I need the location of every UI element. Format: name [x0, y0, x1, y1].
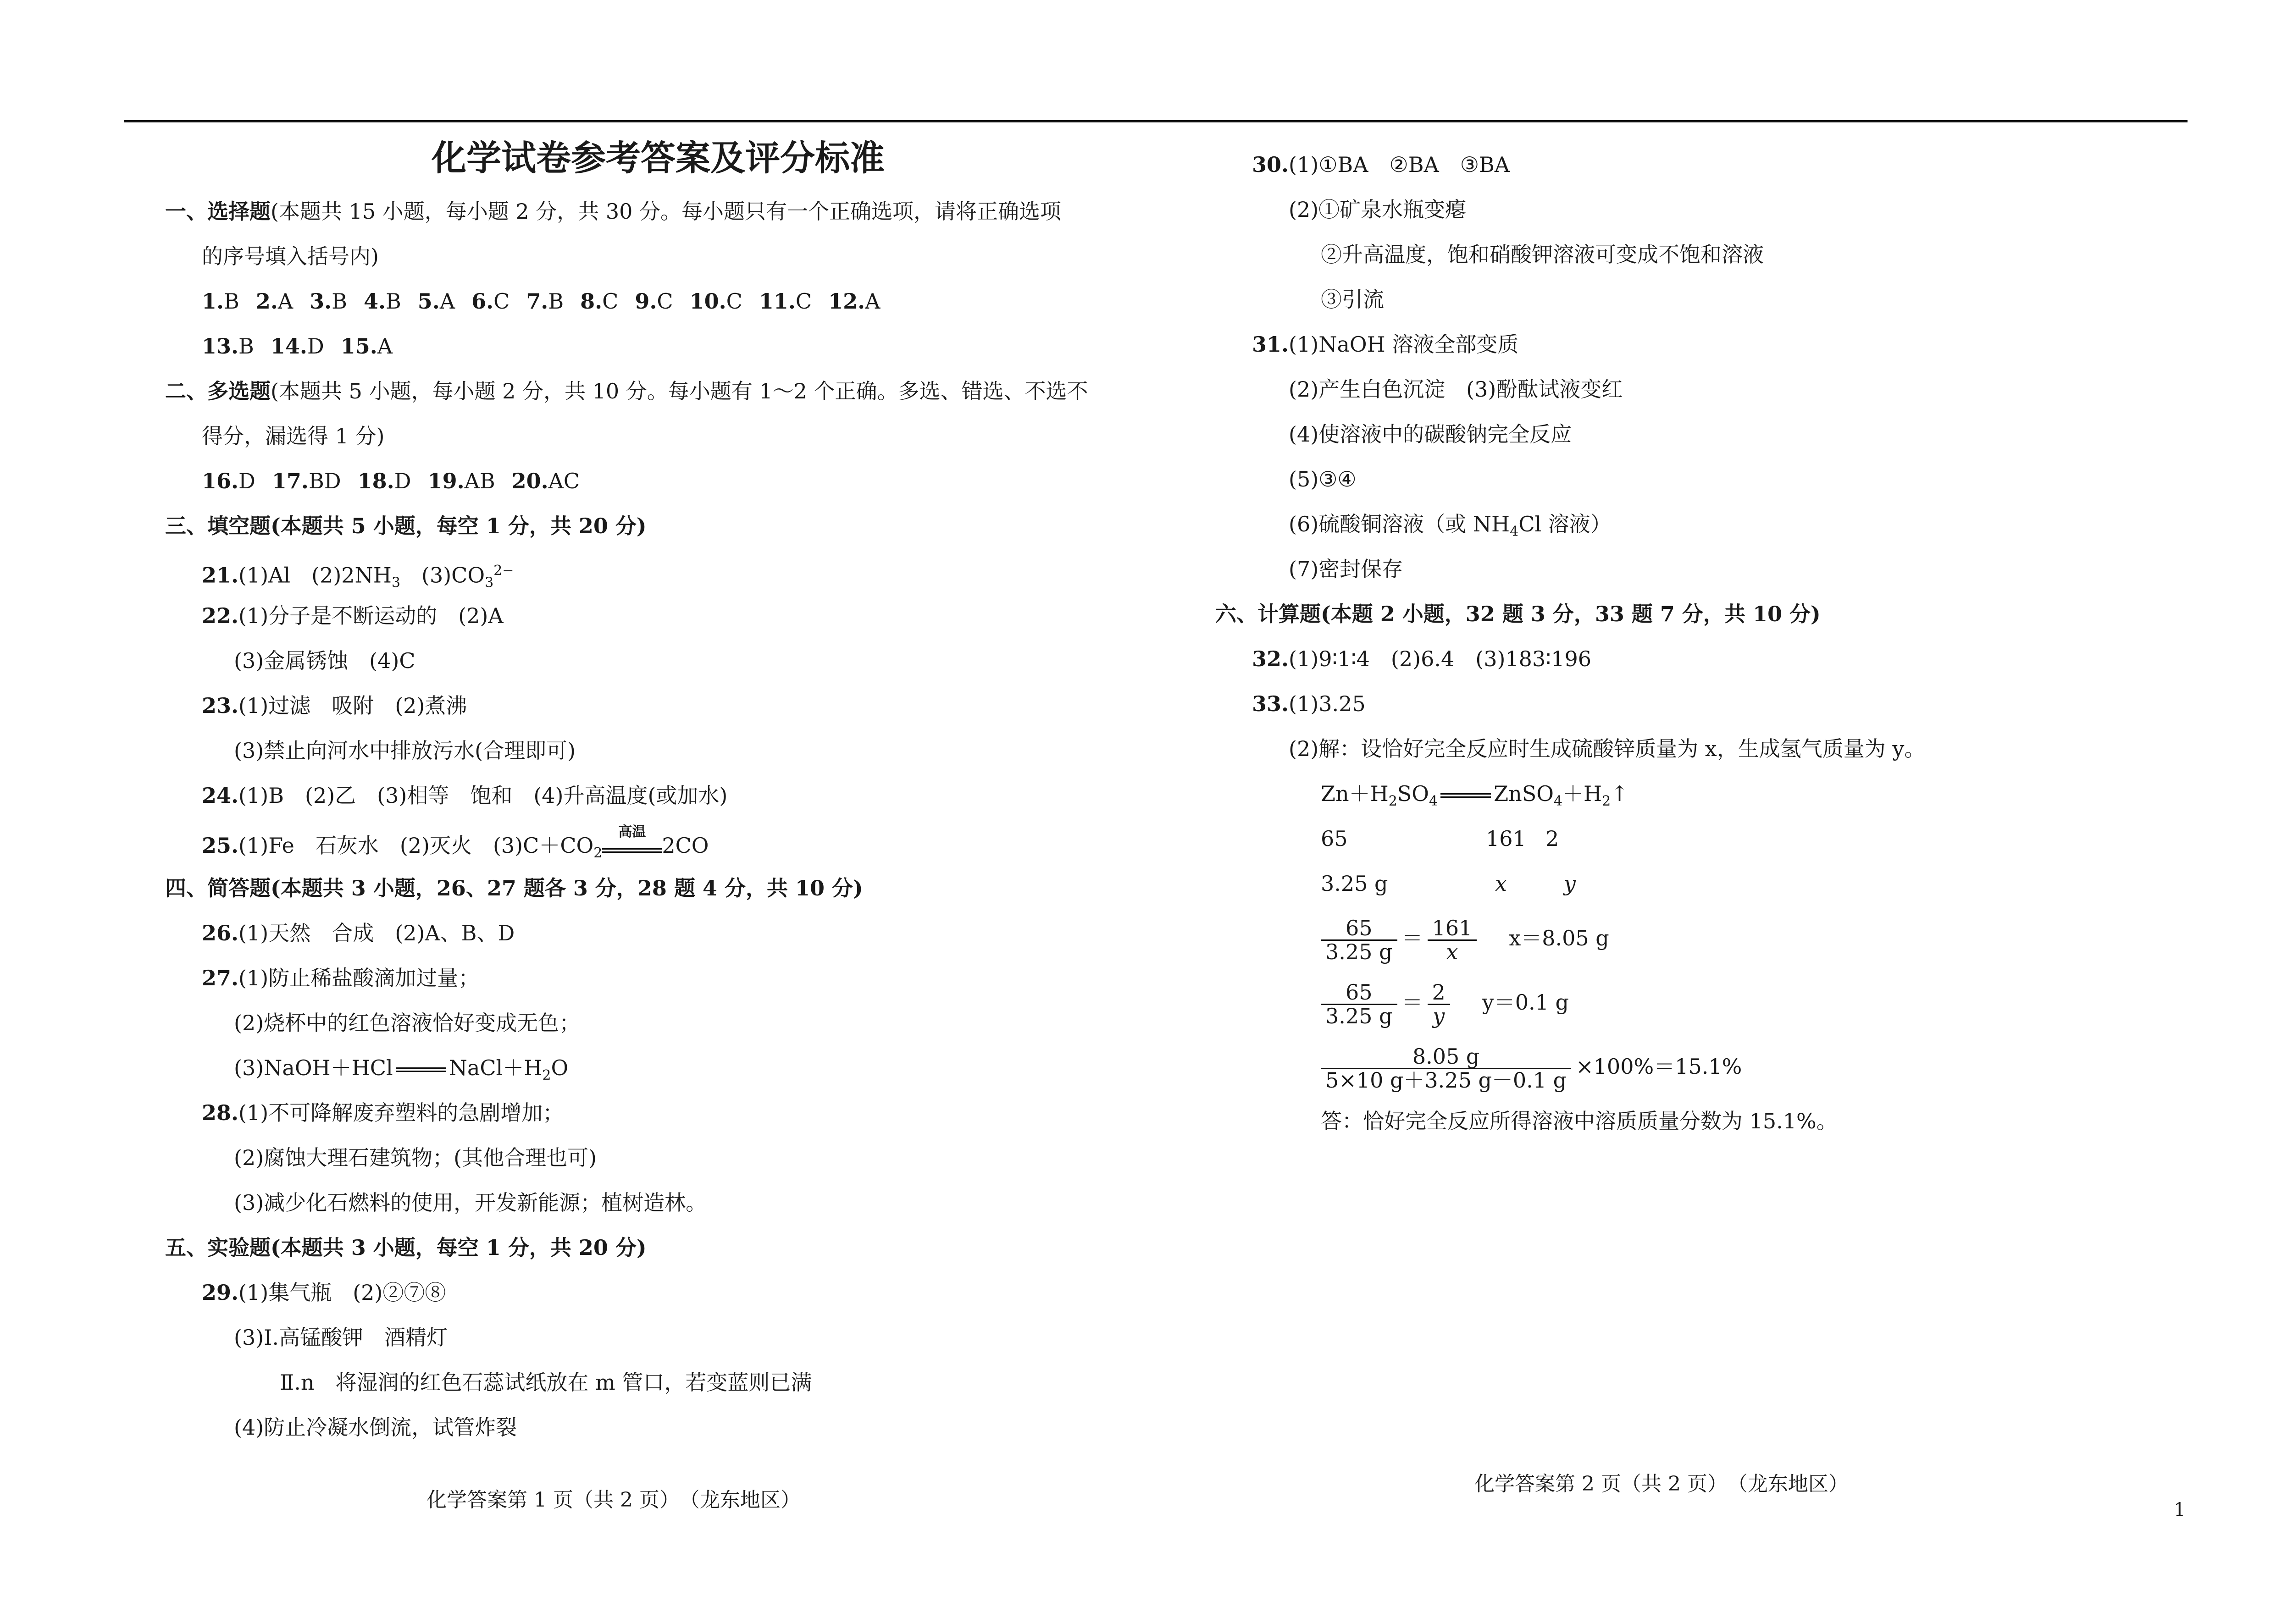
answer-item	[635, 289, 673, 314]
q23: 23.(1)过滤 吸附 (2)煮沸	[202, 693, 467, 718]
answer-item	[428, 469, 495, 493]
page-title: 化学试卷参考答案及评分标准	[432, 138, 885, 178]
answer-number: 17.	[271, 469, 309, 493]
q28: 28.(1)不可降解废弃塑料的急剧增加；	[202, 1100, 564, 1125]
q33: 33.(1)3.25	[1252, 691, 1366, 716]
answer-item	[526, 289, 564, 314]
answer-item	[310, 289, 347, 314]
answer-number: 5.	[417, 289, 440, 314]
answer-choice: C	[726, 289, 742, 314]
high-temp-condition: 高温	[602, 837, 662, 853]
answer-item	[364, 289, 401, 314]
section-5-header: 五、实验题(本题共 3 小题，每空 1 分，共 20 分)	[165, 1235, 647, 1260]
answer-number: 20.	[511, 469, 548, 493]
answer-item	[580, 289, 618, 314]
answer-number: 11.	[759, 289, 796, 314]
q30: 30.(1)①BA ②BA ③BA	[1252, 152, 1510, 177]
q31-line6: (7)密封保存	[1289, 557, 1403, 581]
q29-line4: (4)防止冷凝水倒流，试管炸裂	[234, 1415, 517, 1440]
q29-line2: (3)Ⅰ.高锰酸钾 酒精灯	[234, 1325, 448, 1350]
section-4-header: 四、简答题(本题共 3 小题，26、27 题各 3 分，28 题 4 分，共 10 分)	[165, 876, 863, 900]
q26: 26.(1)天然 合成 (2)A、B、D	[202, 921, 515, 945]
ratio-y: $\frac{65}{3.25 g}$ ＝ $\frac{2}{y}$ y＝0.1 g	[1321, 970, 2215, 1034]
answer-choice: AC	[548, 469, 580, 493]
answer-number: 2.	[255, 289, 278, 314]
q27-line2: (2)烧杯中的红色溶液恰好变成无色；	[234, 1011, 581, 1035]
q31: 31.(1)NaOH 溶液全部变质	[1252, 332, 1519, 357]
footer-page-1: 化学答案第 1 页（共 2 页） （龙东地区）	[426, 1488, 801, 1512]
answer-choice: C	[657, 289, 673, 314]
answer-item	[341, 334, 393, 359]
ratio-x: $\frac{65}{3.25 g}$ ＝ $\frac{161}{x}$ x＝8.05 g	[1321, 906, 2215, 970]
answer-item	[418, 289, 455, 314]
answer-number: 10.	[689, 289, 726, 314]
answer-number: 19.	[427, 469, 465, 493]
section-6-header: 六、计算题(本题 2 小题，32 题 3 分，33 题 7 分，共 10 分)	[1215, 602, 1821, 626]
q28-line3: (3)减少化石燃料的使用，开发新能源；植树造林。	[234, 1190, 707, 1215]
answer-item	[759, 289, 812, 314]
answer-choice: D	[238, 469, 255, 493]
answer-choice: D	[394, 469, 411, 493]
footer-page-2: 化学答案第 2 页（共 2 页） （龙东地区）	[1474, 1472, 1849, 1496]
answer-number: 7.	[526, 289, 548, 314]
q21: 21.(1)Al $(2)2NH_3$ $(3)CO_3^{2-}$	[202, 563, 514, 591]
answer-number: 15.	[340, 334, 377, 359]
left-column	[165, 133, 1151, 1450]
answer-item	[272, 469, 341, 493]
equation-equals	[1440, 793, 1491, 798]
answer-item	[202, 334, 254, 359]
reaction-equation: $Zn+H_2SO_4$ $ZnSO_4+H_2↑$	[1321, 771, 2215, 816]
right-column	[1215, 142, 2215, 1143]
answer-row	[202, 324, 1151, 369]
mass-fraction: $\frac{8.05 g}{5\times 10 g+3.25 g-0.1 g}$ ×100%＝15.1%	[1321, 1034, 2215, 1099]
section-2-desc: 得分，漏选得 1 分)	[202, 424, 385, 448]
gas-arrow-icon: ↑	[1611, 781, 1628, 806]
answer-choice: B	[385, 289, 401, 314]
answer-choice: B	[238, 334, 254, 359]
section-2-header: 二、多选题(本题共 5 小题，每小题 2 分，共 10 分。每小题有 1～2 个正确。多选、错选、不选不	[165, 379, 1088, 403]
answer-choice: A	[377, 334, 393, 359]
molar-mass-row: 65 161 2	[1321, 826, 1559, 851]
q24: 24.(1)B (2)乙 (3)相等 饱和 (4)升高温度(或加水)	[202, 783, 728, 808]
answer-item	[512, 469, 580, 493]
answer-item	[271, 334, 324, 359]
q33-line2: (2)解：设恰好完全反应时生成硫酸锌质量为 x，生成氢气质量为 y。	[1289, 736, 1926, 761]
answer-item	[202, 469, 255, 493]
answer-choice: B	[548, 289, 564, 314]
q29: 29.(1)集气瓶 (2)②⑦⑧	[202, 1280, 446, 1305]
answer-item	[471, 289, 510, 314]
q29-line3: Ⅱ.n 将湿润的红色石蕊试纸放在 m 管口，若变蓝则已满	[280, 1370, 812, 1395]
answer-number: 8.	[580, 289, 603, 314]
answer-item	[358, 469, 411, 493]
section-1-header: 一、选择题(本题共 15 小题，每小题 2 分，共 30 分。每小题只有一个正确选项，请将正确选项	[165, 199, 1062, 224]
q30-line4: ③引流	[1321, 287, 1384, 312]
answer-number: 3.	[310, 289, 332, 314]
q25: 25.(1)Fe 石灰水 (2)灭火 $(3)C+CO_2$ 高温 2CO	[202, 824, 709, 862]
answer-number: 6.	[471, 289, 494, 314]
q31-line5: (6)硫酸铜溶液（或 $NH_4Cl$ 溶液）	[1289, 512, 1612, 540]
answer-choice: A	[277, 289, 294, 314]
q31-line3: (4)使溶液中的碳酸钠完全反应	[1289, 422, 1572, 447]
answer-choice: B	[332, 289, 347, 314]
q30-line3: ②升高温度，饱和硝酸钾溶液可变成不饱和溶液	[1321, 242, 1764, 267]
answer-item	[256, 289, 293, 314]
answer-choice: D	[307, 334, 324, 359]
section-1-desc: 的序号填入括号内)	[202, 244, 379, 269]
q23-line2: (3)禁止向河水中排放污水(合理即可)	[234, 738, 576, 763]
q28-line2: (2)腐蚀大理石建筑物；(其他合理也可)	[234, 1145, 597, 1170]
answer-number: 12.	[828, 289, 865, 314]
q27-line3: (3)NaOH＋HCl $NaCl+H_2O$	[234, 1055, 569, 1084]
answer-row	[202, 458, 1151, 503]
answer-number: 18.	[357, 469, 394, 493]
answer-choice: B	[224, 289, 239, 314]
answer-row	[202, 279, 1151, 324]
q22: 22.(1)分子是不断运动的 (2)A	[202, 603, 504, 628]
answer-choice: C	[602, 289, 619, 314]
answer-number: 13.	[202, 334, 239, 359]
answer-number: 16.	[202, 469, 239, 493]
q27: 27.(1)防止稀盐酸滴加过量；	[202, 966, 480, 990]
answer-item	[828, 289, 880, 314]
top-rule	[124, 120, 2188, 122]
mass-row: 3.25 g x y	[1321, 871, 1576, 896]
answer-number: 9.	[635, 289, 657, 314]
answer-choice: AB	[464, 469, 495, 493]
answer-choice: C	[493, 289, 510, 314]
answer-number: 1.	[202, 289, 224, 314]
answer-choice: A	[439, 289, 455, 314]
answer-choice: C	[795, 289, 812, 314]
answer-number: 14.	[270, 334, 307, 359]
page-number: 1	[2174, 1499, 2186, 1520]
answer-choice: A	[865, 289, 881, 314]
q31-line4: (5)③④	[1289, 467, 1357, 492]
answer-number: 4.	[363, 289, 386, 314]
final-answer: 答：恰好完全反应所得溶液中溶质质量分数为 15.1%。	[1321, 1109, 1838, 1133]
q32: 32.(1)9∶1∶4 (2)6.4 (3)183∶196	[1252, 646, 1591, 671]
q31-line2: (2)产生白色沉淀 (3)酚酞试液变红	[1289, 377, 1623, 402]
equation-equals	[396, 1067, 446, 1072]
answer-item	[690, 289, 742, 314]
section-3-header: 三、填空题(本题共 5 小题，每空 1 分，共 20 分)	[165, 514, 647, 538]
answer-choice: BD	[308, 469, 341, 493]
q22-line2: (3)金属锈蚀 (4)C	[234, 648, 415, 673]
answer-item	[202, 289, 239, 314]
q30-line2: (2)①矿泉水瓶变瘪	[1289, 197, 1467, 222]
